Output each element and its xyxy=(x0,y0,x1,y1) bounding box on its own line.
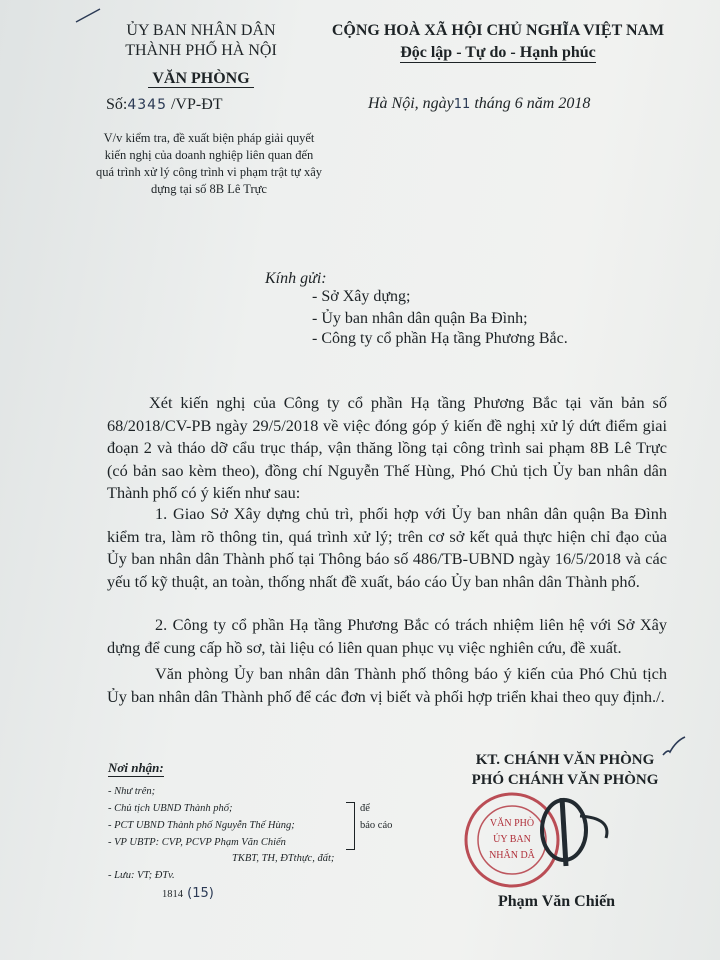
recipient-line: - PCT UBND Thành phố Nguyễn Thế Hùng; xyxy=(108,820,295,831)
doc-number-suffix: /VP-ĐT xyxy=(170,96,223,113)
doc-number-handwritten: 4345 xyxy=(127,97,167,113)
signature-title-2: PHÓ CHÁNH VĂN PHÒNG xyxy=(471,772,659,788)
signer-name: Phạm Văn Chiến xyxy=(498,893,616,910)
addressee-item: - Ủy ban nhân dân quận Ba Đình; xyxy=(312,310,528,327)
body-paragraph-3: 2. Công ty cổ phần Hạ tầng Phương Bắc có trách nhiệm liên hệ với Sở Xây dựng để cung cấp hồ sơ, tài liệu có liên quan phục vụ việc nghiên cứu, đề xuất. xyxy=(107,615,667,657)
org-office xyxy=(96,70,306,88)
recipient-line: - Như trên; xyxy=(108,786,156,797)
check-mark-icon xyxy=(660,735,688,759)
recipient-line: - VP UBTP: CVP, PCVP Phạm Văn Chiến xyxy=(108,837,286,848)
document-number xyxy=(106,96,223,114)
motto-text: Độc lập - Tự do - Hạnh phúc xyxy=(400,44,596,61)
org-name-line1: ỦY BAN NHÂN DÂN xyxy=(126,22,276,39)
org-name-line2: THÀNH PHỐ HÀ NỘI xyxy=(125,42,277,59)
recipients-label: Nơi nhận: xyxy=(108,760,164,775)
national-title: CỘNG HOÀ XÃ HỘI CHỦ NGHĨA VIỆT NAM xyxy=(331,22,665,39)
body-paragraph-1: Xét kiến nghị của Công ty cổ phần Hạ tầng Phương Bắc tại văn bản số 68/2018/CV-PB ngày 29/5/2018 về việc đóng góp ý kiến đề nghị xử lý dứt điểm giai đoạn 2 và tháo dỡ cẩu trục tháp, vận thăng lồng tại công trình sai phạm 8B Lê Trực (có bản sao kèm theo), đồng chí Nguyễn Thế Hùng, Phó Chủ tịch Ủy ban nhân dân Thành phố có ý kiến như sau: xyxy=(107,393,667,503)
addressee-label: Kính gửi: xyxy=(265,270,327,287)
recipient-line: - Chủ tịch UBND Thành phố; xyxy=(108,803,233,814)
date-prefix: Hà Nội, ngày xyxy=(368,95,454,112)
recipient-bracket xyxy=(346,802,355,850)
recipient-purpose-de: để xyxy=(360,803,370,814)
filing-code-handwritten: (15) xyxy=(187,886,214,901)
document-subject: V/v kiểm tra, đề xuất biện pháp giải quyết kiến nghị của doanh nghiệp liên quan đến quá trình xử lý công trình vi phạm trật tự xây dựng tại số 8B Lê Trực xyxy=(96,131,323,196)
addressee-item: - Công ty cổ phần Hạ tầng Phương Bắc. xyxy=(312,330,568,347)
body-paragraph-4: Văn phòng Ủy ban nhân dân Thành phố thông báo ý kiến của Phó Chủ tịch Ủy ban nhân dân Thành phố để các đơn vị biết và phối hợp triển khai theo quy định./. xyxy=(107,664,667,706)
date-day-handwritten: 11 xyxy=(453,97,471,112)
document-date xyxy=(368,95,590,113)
signature-title-1: KT. CHÁNH VĂN PHÒNG xyxy=(475,752,655,768)
recipient-purpose-baocao: báo cáo xyxy=(360,820,393,831)
body-paragraph-2: 1. Giao Sở Xây dựng chủ trì, phối hợp với Ủy ban nhân dân quận Ba Đình kiểm tra, làm rõ thông tin, quá trình xử lý; trên cơ sở kết quả thực hiện chỉ đạo của Ủy ban nhân dân Thành phố tại Thông báo số 486/TB-UBND ngày 16/5/2018 và các yếu tố kỹ thuật, an toàn, thống nhất đề xuất, báo cáo Ủy ban nhân dân Thành phố. xyxy=(107,504,667,591)
handwritten-signature-icon xyxy=(522,788,622,868)
filing-code xyxy=(162,886,214,901)
national-motto xyxy=(318,44,678,62)
stamp-text-2: ỦY BAN xyxy=(493,834,531,845)
stamp-text-3: NHÂN DÂ xyxy=(489,850,535,861)
stamp-text-1: VĂN PHÒ xyxy=(489,818,535,829)
filing-code-number: 1814 xyxy=(162,889,183,900)
recipient-line: - Lưu: VT; ĐTv. xyxy=(108,870,175,881)
doc-number-prefix: Số: xyxy=(106,96,128,113)
date-suffix: tháng 6 năm 2018 xyxy=(474,95,591,112)
addressee-item: - Sở Xây dựng; xyxy=(312,288,411,305)
recipient-line: TKBT, TH, ĐTthực, đất; xyxy=(232,853,335,864)
org-office-text: VĂN PHÒNG xyxy=(148,70,253,88)
